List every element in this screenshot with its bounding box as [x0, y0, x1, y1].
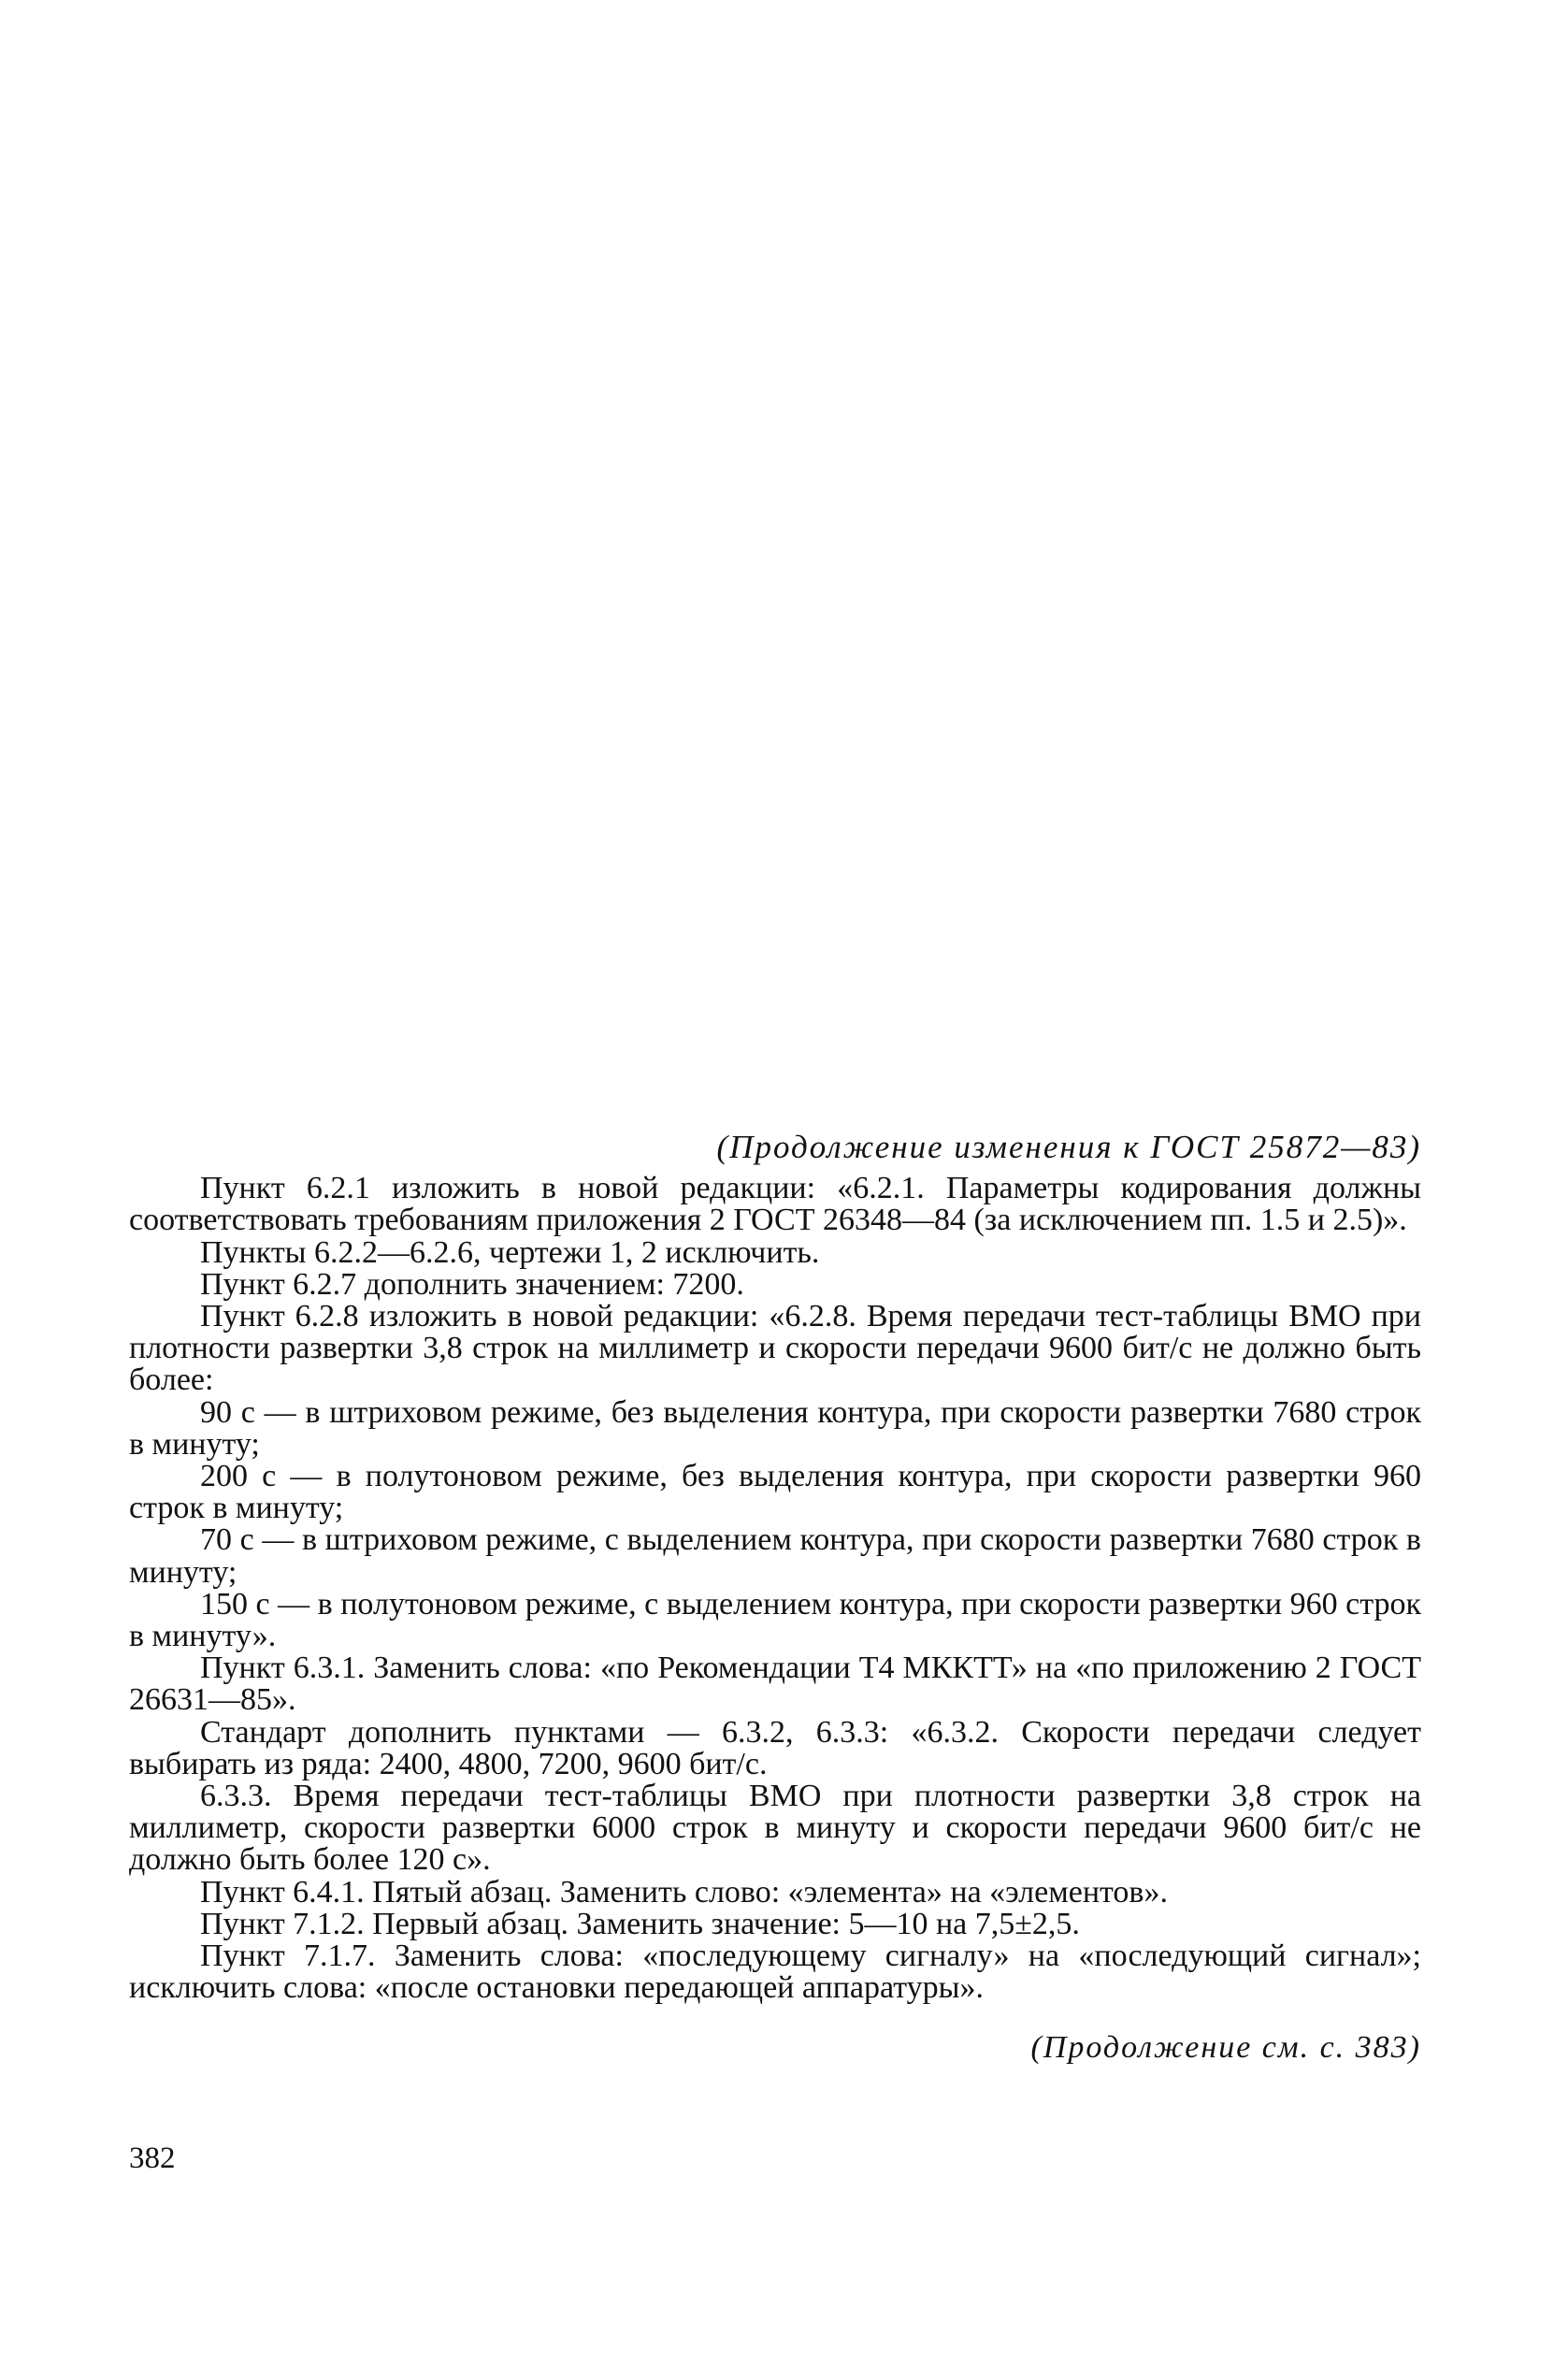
paragraph-6-3-2: Стандарт дополнить пунктами — 6.3.2, 6.3.3: «6.3.2. Скорости передачи следует выбирать из ряда: 2400, 4800, 7200, 9600 бит/с.: [129, 1714, 1421, 1781]
paragraph-6-2-2: Пункты 6.2.2—6.2.6, чертежи 1, 2 исключить.: [200, 1234, 820, 1270]
continuation-header: (Продолжение изменения к ГОСТ 25872—83): [716, 1129, 1421, 1165]
paragraph-70s: 70 с — в штриховом режиме, с выделением контура, при скорости развертки 7680 строк в минуту;: [129, 1522, 1421, 1590]
paragraph-6-4-1: Пункт 6.4.1. Пятый абзац. Заменить слово: «элемента» на «элементов».: [200, 1874, 1168, 1910]
paragraph-200s: 200 с — в полутоновом режиме, без выделения контура, при скорости развертки 960 строк в минуту;: [129, 1459, 1421, 1526]
page-number: 382: [129, 2141, 176, 2175]
paragraph-6-2-8: Пункт 6.2.8 изложить в новой редакции: «6.2.8. Время передачи тест-таблицы ВМО при плотности развертки 3,8 строк на миллиметр и скорости передачи 9600 бит/с не должно быть более:: [129, 1299, 1421, 1398]
paragraph-6-2-1: Пункт 6.2.1 изложить в новой редакции: «6.2.1. Параметры кодирования должны соответствовать требованиям приложения 2 ГОСТ 26348—84 (за исключением пп. 1.5 и 2.5)».: [129, 1171, 1421, 1238]
paragraph-7-1-7: Пункт 7.1.7. Заменить слова: «последующему сигналу» на «последующий сигнал»; исключить слова: «после остановки передающей аппаратуры».: [129, 1939, 1421, 2006]
paragraph-6-2-7: Пункт 6.2.7 дополнить значением: 7200.: [200, 1266, 744, 1302]
paragraph-90s: 90 с — в штриховом режиме, без выделения контура, при скорости развертки 7680 строк в минуту;: [129, 1394, 1421, 1462]
paragraph-6-3-1: Пункт 6.3.1. Заменить слова: «по Рекомендации Т4 МККТТ» на «по приложению 2 ГОСТ 26631—85».: [129, 1650, 1421, 1718]
paragraph-150s: 150 с — в полутоновом режиме, с выделением контура, при скорости развертки 960 строк в минуту».: [129, 1586, 1421, 1654]
paragraph-7-1-2: Пункт 7.1.2. Первый абзац. Заменить значение: 5—10 на 7,5±2,5.: [200, 1906, 1080, 1941]
document-body: [129, 1129, 1421, 2066]
paragraph-6-3-3: 6.3.3. Время передачи тест-таблицы ВМО при плотности развертки 3,8 строк на миллиметр, скорости развертки 6000 строк в минуту и скорости передачи 9600 бит/с не должно быть более 120 с».: [129, 1779, 1421, 1878]
continuation-footer: (Продолжение см. с. 383): [1030, 2030, 1421, 2066]
